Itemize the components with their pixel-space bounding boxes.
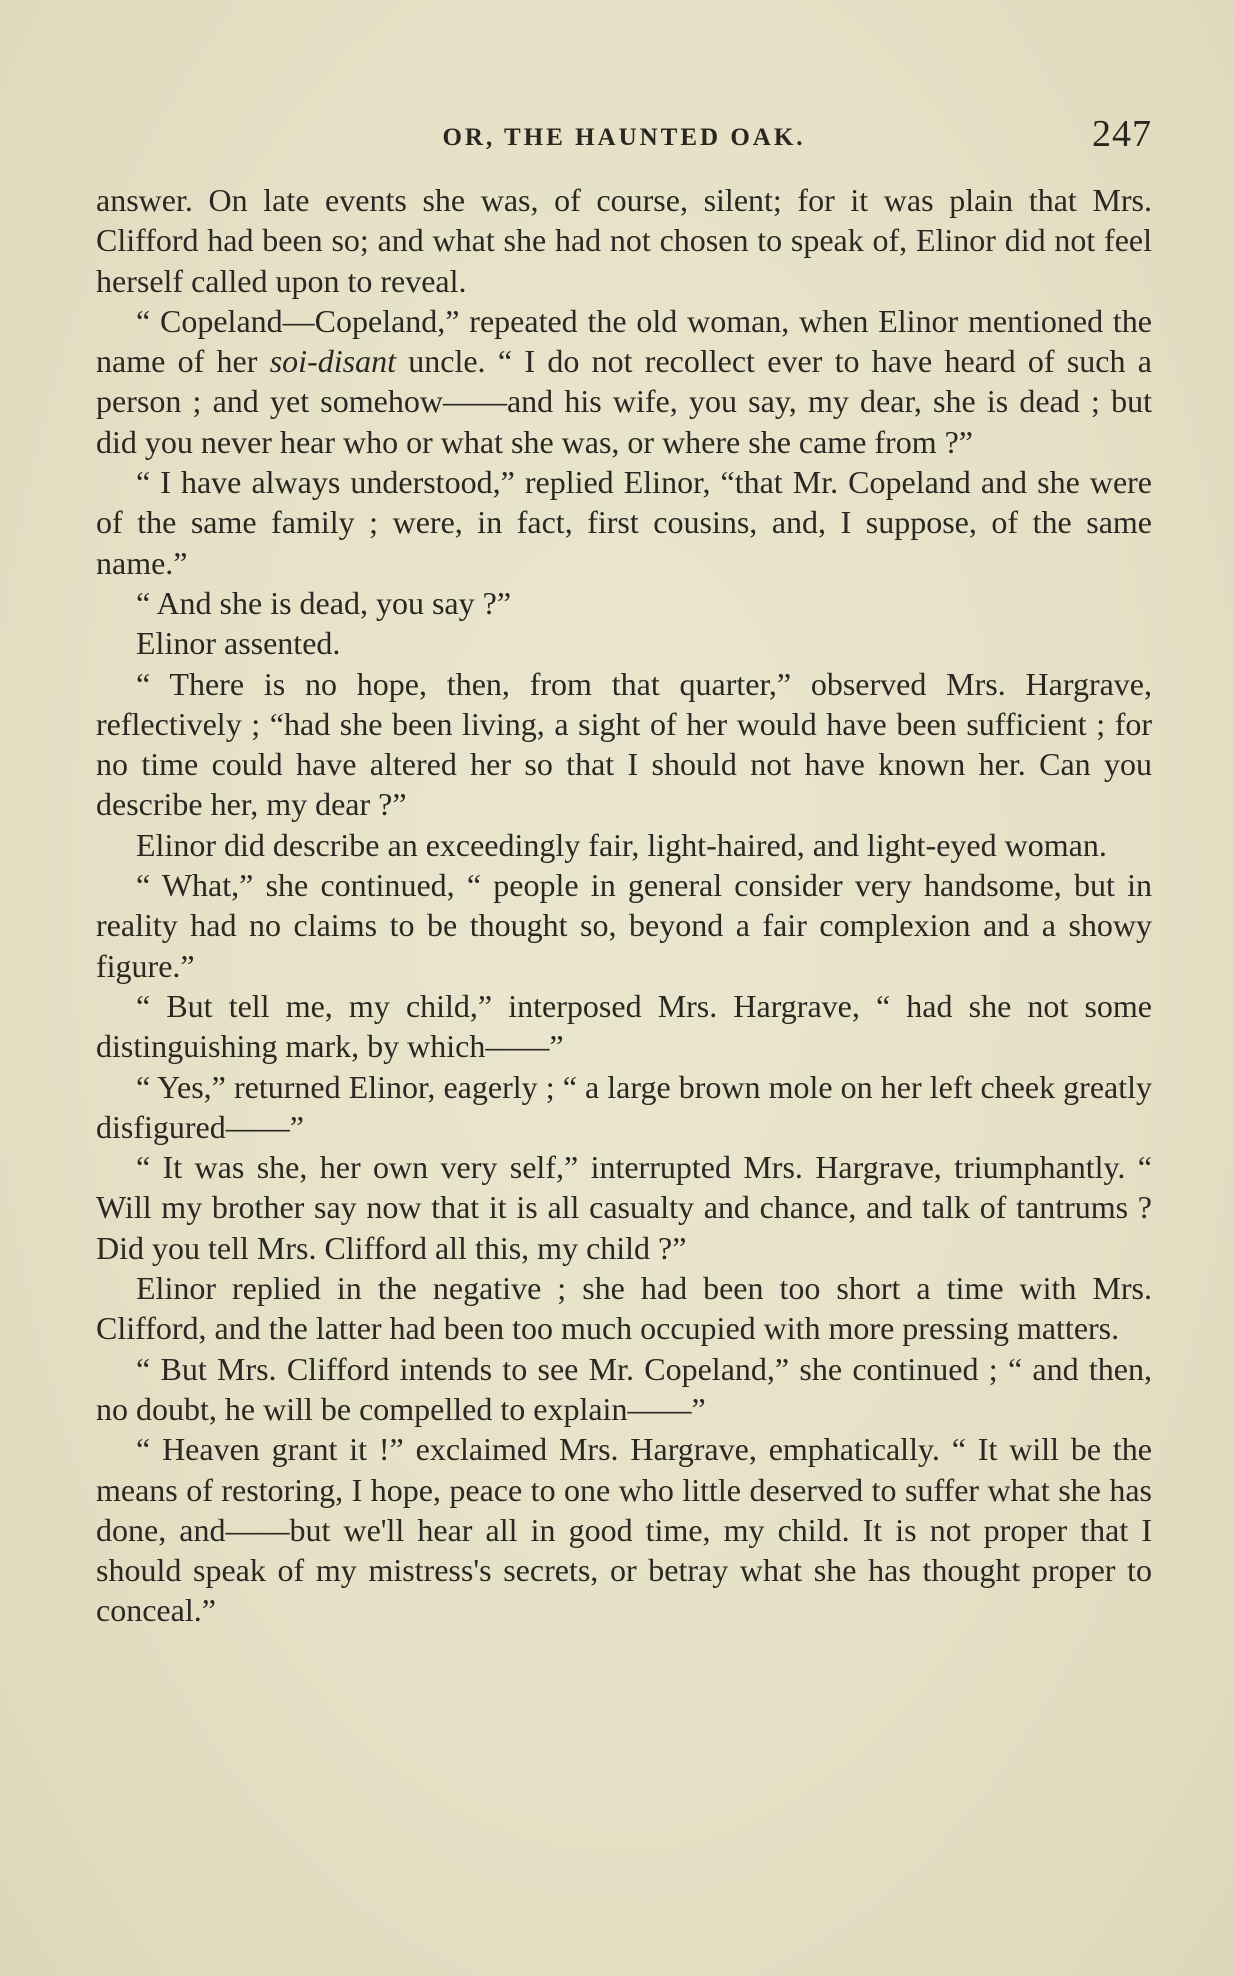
text-run: “ I have always understood,” replied Elinor, “that Mr. Copeland and she were of the same family ; were, in fact, first cousins, and, I suppose, of the same name.” xyxy=(96,464,1152,581)
text-run: Elinor did describe an exceedingly fair, light-haired, and light-eyed woman. xyxy=(136,826,1107,863)
paragraph xyxy=(96,865,1152,986)
paragraph xyxy=(96,1429,1152,1630)
page-number: 247 xyxy=(1092,113,1152,155)
body-text xyxy=(96,180,1152,1631)
text-run: “ Heaven grant it !” exclaimed Mrs. Hargrave, emphatically. “ It will be the means of restoring, I hope, peace to one who little deserved to suffer what she has done, and——but we'll hear all in good time, my child. It is not proper that I should speak of my mistress's secrets, or betray what she has thought proper to conceal.” xyxy=(96,1431,1152,1629)
paragraph xyxy=(96,462,1152,583)
paragraph xyxy=(96,1147,1152,1268)
paragraph xyxy=(96,1268,1152,1349)
paragraph xyxy=(96,825,1152,865)
paragraph xyxy=(96,583,1152,623)
text-run: Elinor replied in the negative ; she had been too short a time with Mrs. Clifford, and the latter had been too much occupied with more pressing matters. xyxy=(96,1270,1152,1347)
paragraph xyxy=(96,180,1152,301)
running-head: OR, THE HAUNTED OAK. xyxy=(442,124,806,151)
text-run: “ What,” she continued, “ people in general consider very handsome, but in reality had no claims to be thought so, beyond a fair complexion and a showy figure.” xyxy=(96,867,1152,984)
paragraph xyxy=(96,1349,1152,1430)
paragraph xyxy=(96,301,1152,462)
text-run: “ But Mrs. Clifford intends to see Mr. Copeland,” she continued ; “ and then, no doubt, he will be compelled to explain——” xyxy=(96,1350,1152,1427)
paragraph xyxy=(96,623,1152,663)
italic-text: soi-disant xyxy=(269,343,396,380)
paragraph xyxy=(96,664,1152,825)
page-header xyxy=(96,112,1152,162)
text-run: uncle. “ I do not recollect ever to have heard of such a person ; and yet somehow——and his wife, you say, my dear, she is dead ; but did you never hear who or what she was, or where she came from ?” xyxy=(96,343,1153,460)
text-run: Elinor assented. xyxy=(136,625,341,662)
text-run: “ Copeland—Copeland,” repeated the old woman, when Elinor mentioned the name of her xyxy=(96,302,1152,380)
text-run: “ There is no hope, then, from that quarter,” observed Mrs. Hargrave, reflectively ; “had she been living, a sight of her would have been sufficient ; for no time could have altered her so that I should not have known her. Can you describe her, my dear ?” xyxy=(96,665,1152,823)
text-run: “ Yes,” returned Elinor, eagerly ; “ a large brown mole on her left cheek greatly disfigured——” xyxy=(96,1068,1152,1145)
text-run: answer. On late events she was, of course, silent; for it was plain that Mrs. Clifford had been so; and what she had not chosen to speak of, Elinor did not feel herself called upon to reveal. xyxy=(96,182,1152,299)
text-run: “ But tell me, my child,” interposed Mrs. Hargrave, “ had she not some distinguishing mark, by which——” xyxy=(96,987,1152,1065)
text-run: “ And she is dead, you say ?” xyxy=(136,584,512,621)
text-run: “ It was she, her own very self,” interrupted Mrs. Hargrave, triumphantly. “ Will my brother say now that it is all casualty and chance, and talk of tantrums ? Did you tell Mrs. Clifford all this, my child ?” xyxy=(96,1149,1152,1266)
paragraph xyxy=(96,1067,1152,1148)
paragraph xyxy=(96,986,1152,1067)
